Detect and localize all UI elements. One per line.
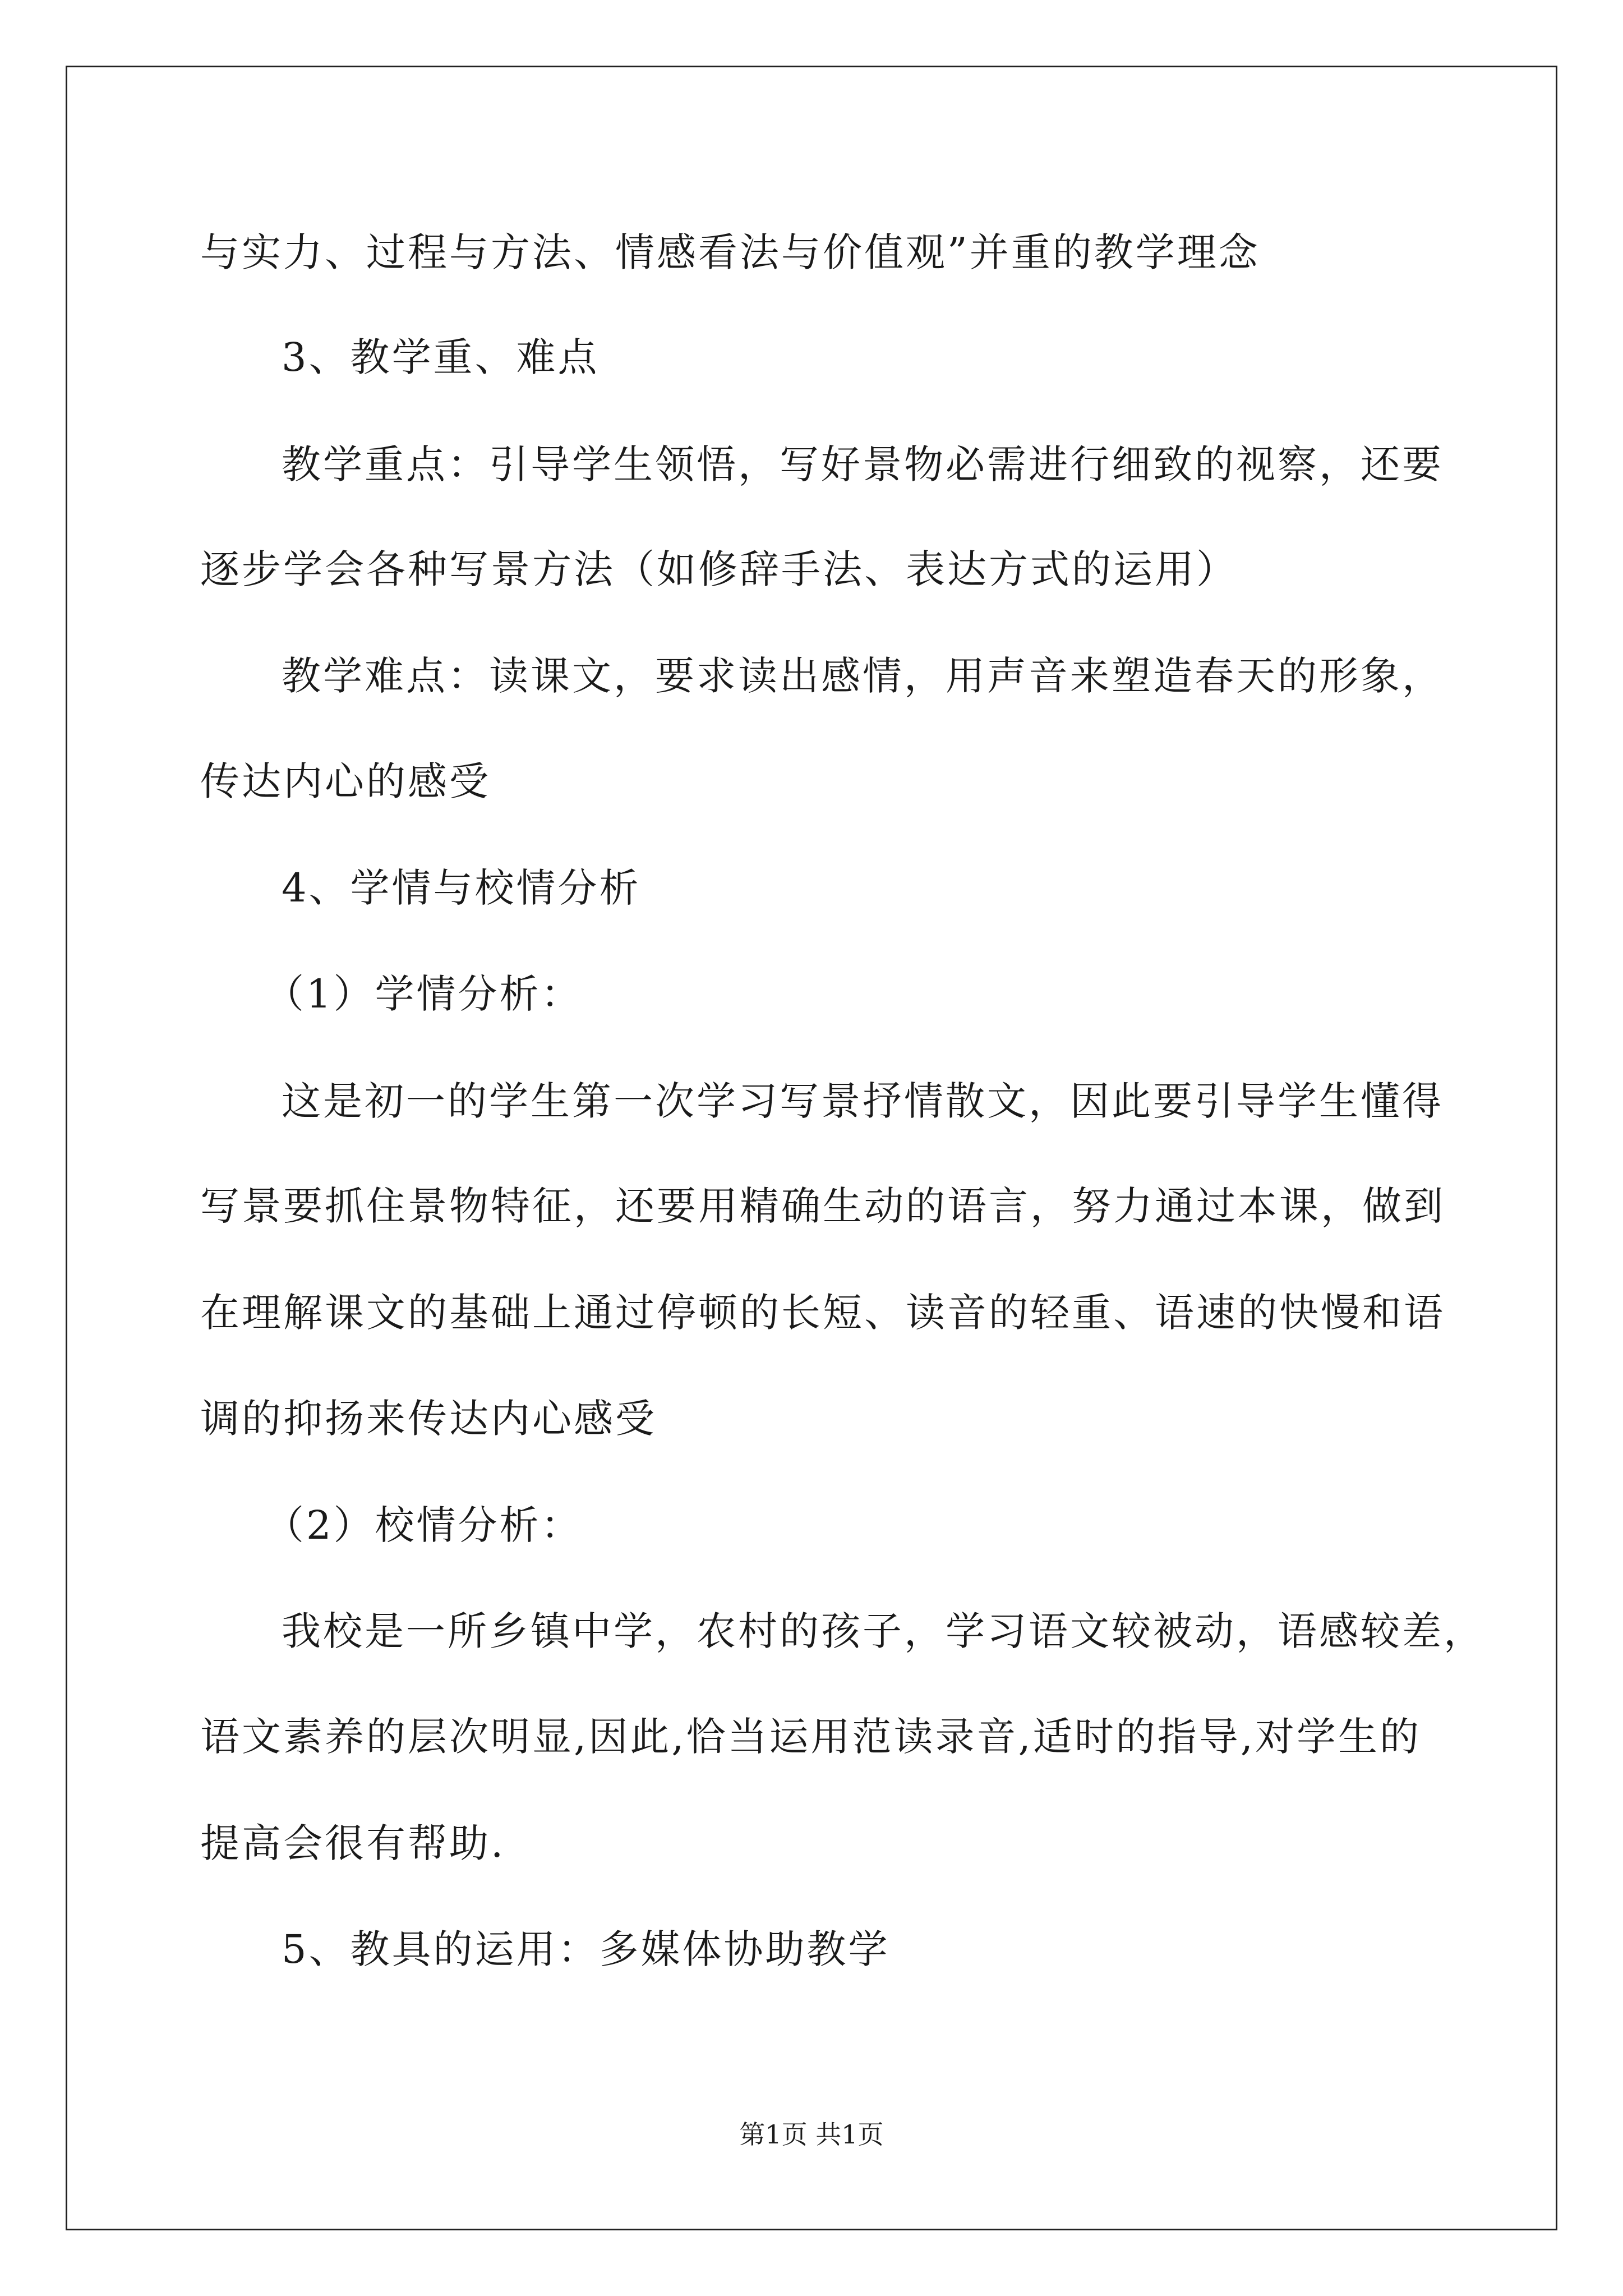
- subheading-school-analysis: （2）校情分析：: [265, 1502, 583, 1548]
- paragraph-student-analysis-cont-3: 调的抑扬来传达内心感受: [200, 1396, 657, 1442]
- paragraph-school-analysis-cont-1: 语文素养的层次明显,因此,恰当运用范读录音,适时的指导,对学生的: [200, 1714, 1422, 1760]
- section-heading-4: 4、学情与校情分析: [282, 865, 641, 911]
- paragraph-key-points: 教学重点：引导学生领悟，写好景物必需进行细致的视察，还要: [282, 441, 1444, 487]
- subheading-student-analysis: （1）学情分析：: [265, 971, 583, 1017]
- section-heading-3: 3、教学重、难点: [282, 334, 600, 380]
- page-footer: 第1页 共1页: [739, 2119, 884, 2150]
- text-line-continuation: 与实力、过程与方法、情感看法与价值观”并重的教学理念: [200, 229, 1260, 275]
- paragraph-difficult-points: 教学难点：读课文，要求读出感情，用声音来塑造春天的形象，: [282, 653, 1444, 699]
- section-heading-5: 5、教具的运用：多媒体协助教学: [282, 1926, 890, 1972]
- paragraph-key-points-cont: 逐步学会各种写景方法（如修辞手法、表达方式的运用）: [200, 546, 1238, 592]
- page-frame: [66, 66, 1557, 2230]
- paragraph-difficult-points-cont: 传达内心的感受: [200, 758, 491, 804]
- paragraph-student-analysis-cont-2: 在理解课文的基础上通过停顿的长短、读音的轻重、语速的快慢和语: [200, 1290, 1445, 1336]
- paragraph-student-analysis-cont-1: 写景要抓住景物特征，还要用精确生动的语言，努力通过本课，做到: [200, 1183, 1445, 1229]
- paragraph-school-analysis: 我校是一所乡镇中学，农村的孩子，学习语文较被动，语感较差，: [282, 1608, 1485, 1654]
- paragraph-student-analysis: 这是初一的学生第一次学习写景抒情散文，因此要引导学生懂得: [282, 1078, 1444, 1124]
- paragraph-school-analysis-cont-2: 提高会很有帮助.: [200, 1820, 506, 1866]
